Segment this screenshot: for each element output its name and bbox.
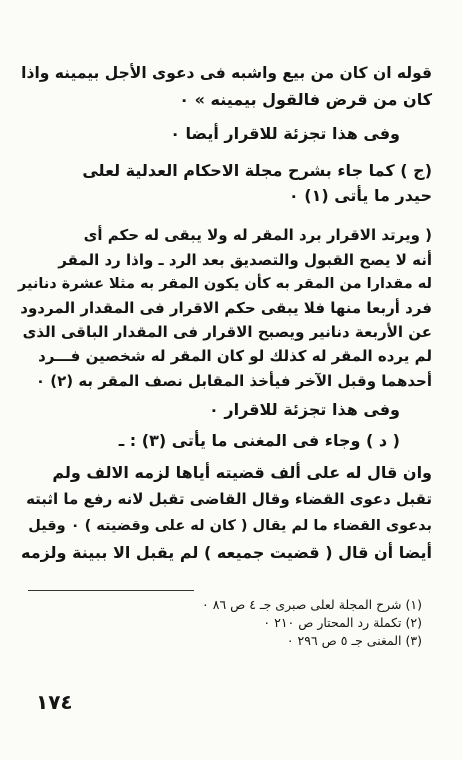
text-line-3: وفى هذا تجزئة للاقرار أيضا ٠ bbox=[170, 124, 400, 143]
text-line-5: حيدر ما يأتى (١) ٠ bbox=[288, 186, 432, 205]
page-number: ١٧٤ bbox=[36, 690, 73, 714]
text-line-9: فرد أربعا منها فلا يبقى حكم الاقرار فى المقدار المردود bbox=[20, 299, 432, 317]
text-line-18: أيضا أن قال ( قضيت جميعه ) لم يقبل الا ببينة ولزمه bbox=[20, 543, 432, 562]
text-line-8: له مقدارا من المقر به كأن يكون المقر به مثلا عشرة دنانير bbox=[18, 276, 432, 292]
text-line-15: وان قال له على ألف قضيته أياها لزمه الالف ولم bbox=[52, 463, 432, 482]
text-line-4: (ج ) كما جاء بشرح مجلة الاحكام العدلية لعلى bbox=[82, 161, 432, 180]
text-line-11: لم يرده المقر له كذلك لو كان المقر له شخصين فـــرد bbox=[38, 347, 432, 365]
text-line-12: أحدهما وقبل الآخر فيأخذ المقابل نصف المقر به (٢) ٠ bbox=[35, 372, 432, 390]
footnote-3: (٣) المغنى جـ ٥ ص ٢٩٦ ٠ bbox=[286, 633, 422, 648]
footnote-divider bbox=[28, 590, 194, 591]
text-line-17: بدعوى القضاء ما لم يقال ( كان له على وقضيته ) ٠ وقيل bbox=[28, 518, 432, 534]
text-line-16: تقبل دعوى القضاء وقال القاضى تقبل لانه رفع ما اثبته bbox=[26, 490, 432, 508]
text-line-7: أنه لا يصح القبول والتصديق بعد الرد ـ واذا رد المقر bbox=[58, 251, 432, 269]
footnote-2: (٢) تكملة رد المحتار ص ٢١٠ ٠ bbox=[263, 615, 422, 630]
text-line-2: كان من قرض فالقول بيمينه » ٠ bbox=[179, 90, 432, 109]
text-line-6: ( ويرتد الاقرار برد المقر له ولا يبقى له حكم أى bbox=[83, 226, 432, 244]
text-line-14: ( د ) وجاء فى المغنى ما يأتى (٣) : ـ bbox=[118, 431, 400, 450]
text-line-13: وفى هذا تجزئة للاقرار ٠ bbox=[209, 400, 400, 419]
footnote-1: (١) شرح المجلة لعلى صبرى جـ ٤ ص ٨٦ ٠ bbox=[202, 597, 422, 612]
text-line-10: عن الأربعة دنانير ويصبح الاقرار فى المقدار الباقى الذى bbox=[22, 323, 432, 341]
text-line-1: قوله ان كان من بيع واشبه فى دعوى الأجل بيمينه واذا bbox=[21, 64, 432, 82]
